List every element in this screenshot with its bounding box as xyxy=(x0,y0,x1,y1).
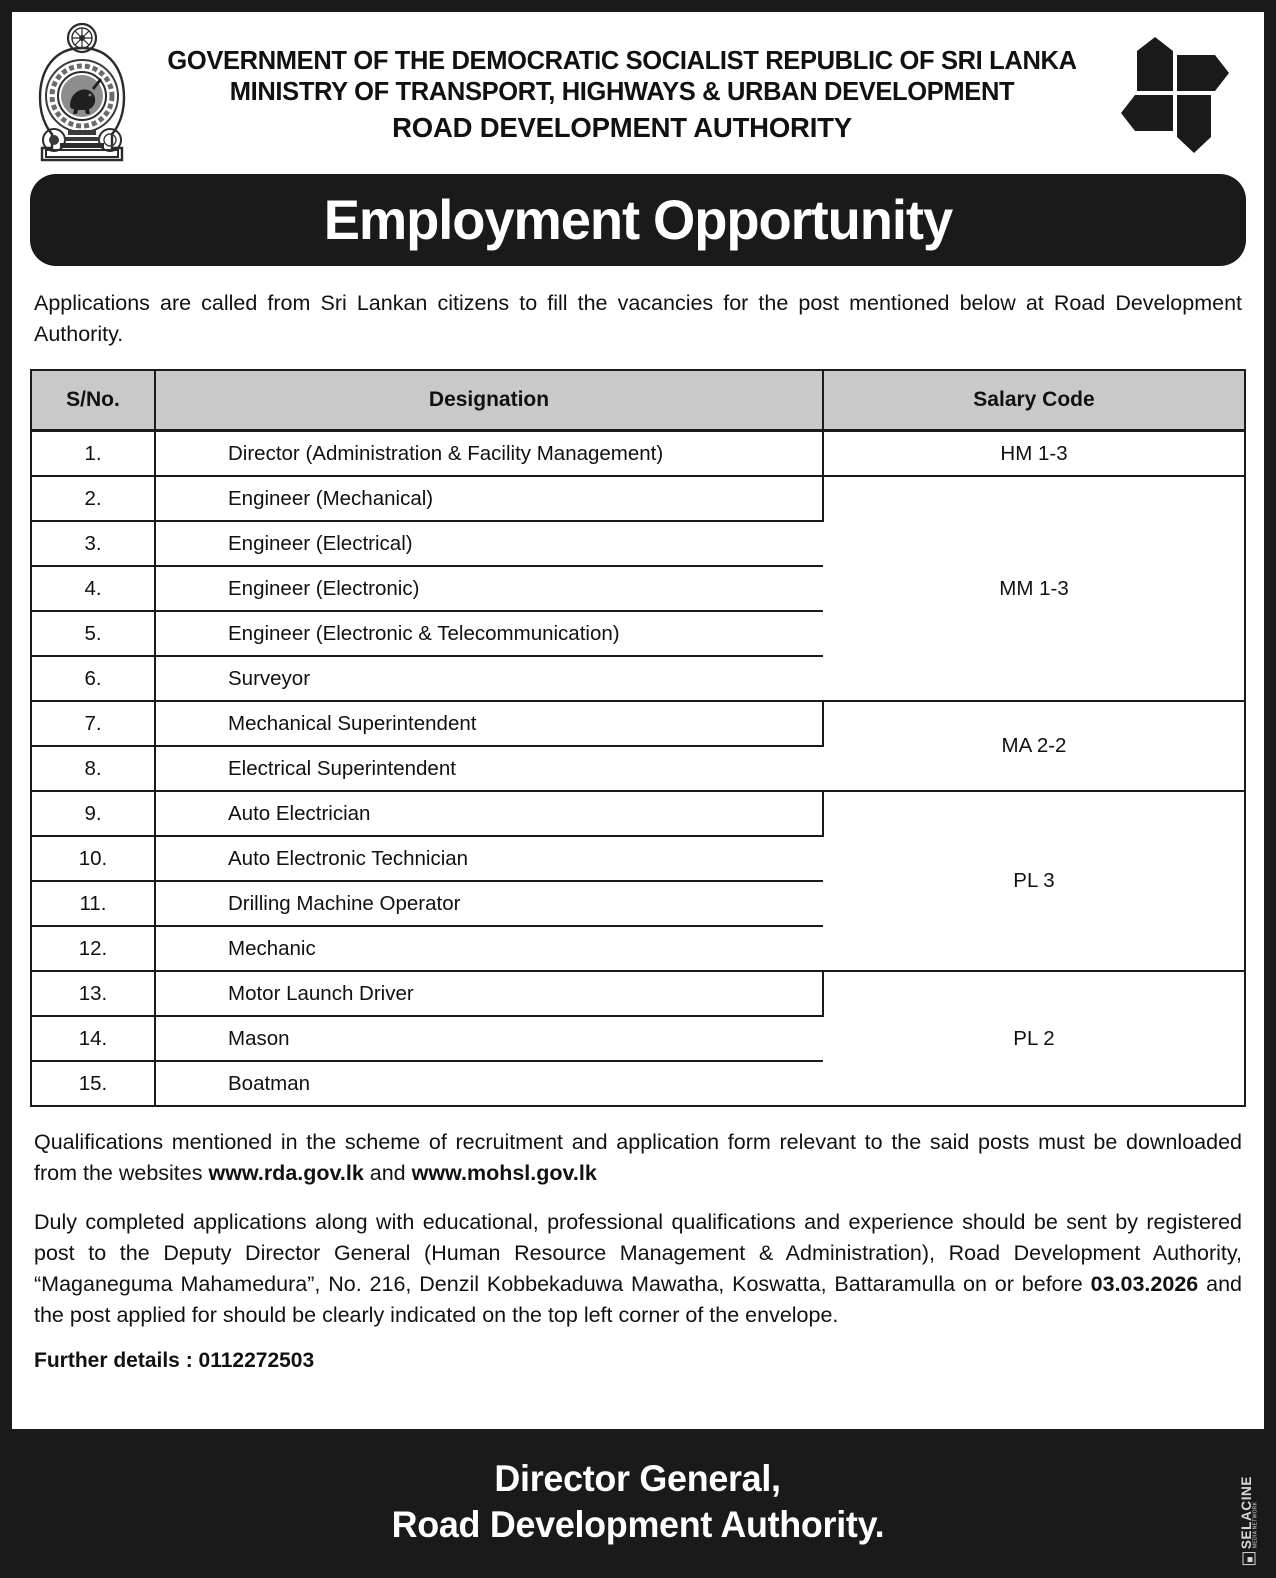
application-text-part2: and the post applied for should be clearly indicated on the top left corner of the envelope. xyxy=(34,1271,1242,1327)
cell-salary-code: MM 1-3 xyxy=(823,476,1245,701)
watermark-name: SELACINE xyxy=(1238,1475,1254,1549)
cell-designation: Director (Administration & Facility Management) xyxy=(155,431,823,477)
cell-salary-code: HM 1-3 xyxy=(823,431,1245,477)
cell-sno: 11. xyxy=(31,881,155,926)
cell-designation: Motor Launch Driver xyxy=(155,971,823,1016)
cell-designation: Engineer (Electronic & Telecommunication) xyxy=(155,611,823,656)
application-text-part1: Duly completed applications along with educational, professional qualifications and experience should be sent by registered post to the Deputy Director General (Human Resource Management & Administration), Road Development Authority, “Maganeguma Mahamedura”, No. 216, Denzil Kobbekaduwa Mawatha, Koswatta, Battaramulla on or before xyxy=(34,1209,1242,1296)
table-row xyxy=(31,971,1245,1016)
cell-designation: Mechanical Superintendent xyxy=(155,701,823,746)
table-body xyxy=(31,431,1245,1107)
footer-authority-name: Road Development Authority. xyxy=(391,1504,885,1545)
cell-designation: Engineer (Electronic) xyxy=(155,566,823,611)
qualifications-paragraph xyxy=(34,1127,1242,1189)
cell-salary-code: PL 2 xyxy=(823,971,1245,1106)
cell-sno: 10. xyxy=(31,836,155,881)
cell-designation: Engineer (Mechanical) xyxy=(155,476,823,521)
government-title: GOVERNMENT OF THE DEMOCRATIC SOCIALIST REPUBLIC OF SRI LANKA xyxy=(167,46,1077,75)
cell-sno: 2. xyxy=(31,476,155,521)
table-header xyxy=(31,370,1245,431)
advertisement-sheet xyxy=(9,9,1267,1578)
watermark-text xyxy=(1240,1476,1259,1549)
cell-sno: 9. xyxy=(31,791,155,836)
footer-director-general: Director General, xyxy=(494,1458,782,1500)
ministry-title: MINISTRY OF TRANSPORT, HIGHWAYS & URBAN DEVELOPMENT xyxy=(229,77,1015,106)
cell-sno: 13. xyxy=(31,971,155,1016)
cell-sno: 4. xyxy=(31,566,155,611)
cell-designation: Boatman xyxy=(155,1061,823,1106)
cell-designation: Surveyor xyxy=(155,656,823,701)
cell-designation: Drilling Machine Operator xyxy=(155,881,823,926)
cell-sno: 7. xyxy=(31,701,155,746)
website-mohsl: www.mohsl.gov.lk xyxy=(411,1160,597,1185)
authority-title: ROAD DEVELOPMENT AUTHORITY xyxy=(392,111,852,143)
intro-paragraph: Applications are called from Sri Lankan citizens to fill the vacancies for the post mentioned below at Road Development Authority. xyxy=(34,291,1242,346)
table-row xyxy=(31,431,1245,477)
further-details-phone: 0112272503 xyxy=(198,1348,315,1372)
selacine-watermark xyxy=(1240,1476,1259,1565)
cell-designation: Electrical Superintendent xyxy=(155,746,823,791)
employment-opportunity-banner xyxy=(30,174,1246,266)
cell-salary-code: PL 3 xyxy=(823,791,1245,971)
cell-sno: 3. xyxy=(31,521,155,566)
cell-designation: Engineer (Electrical) xyxy=(155,521,823,566)
cell-salary-code: MA 2-2 xyxy=(823,701,1245,791)
table-row xyxy=(31,701,1245,746)
cell-sno: 6. xyxy=(31,656,155,701)
further-details-label: Further details : xyxy=(34,1348,199,1372)
table-header-row xyxy=(31,370,1245,431)
cell-designation: Mason xyxy=(155,1016,823,1061)
vacancies-table xyxy=(30,369,1246,1107)
website-rda: www.rda.gov.lk xyxy=(208,1160,364,1185)
cell-sno: 1. xyxy=(31,431,155,477)
table-row xyxy=(31,476,1245,521)
column-header-sno: S/No. xyxy=(31,370,155,431)
masthead xyxy=(12,12,1264,172)
banner-title: Employment Opportunity xyxy=(323,188,953,251)
organization-titles xyxy=(134,46,1110,145)
application-deadline: 03.03.2026 xyxy=(1090,1271,1199,1296)
column-header-designation: Designation xyxy=(155,370,823,431)
qualifications-conjunction: and xyxy=(363,1160,412,1185)
cell-designation: Mechanic xyxy=(155,926,823,971)
further-details-line xyxy=(34,1349,1242,1373)
qualifications-lead-text: Qualifications mentioned in the scheme of recruitment and application form relevant to the said posts must be downloaded from the websites xyxy=(34,1130,1242,1185)
table-row xyxy=(31,791,1245,836)
selacine-logo-icon xyxy=(1242,1552,1255,1565)
cell-sno: 5. xyxy=(31,611,155,656)
rda-four-arrows-logo-icon xyxy=(1110,25,1242,165)
signature-footer xyxy=(12,1429,1264,1575)
sri-lanka-national-emblem-icon xyxy=(30,20,134,170)
cell-sno: 12. xyxy=(31,926,155,971)
advertisement-content xyxy=(12,12,1264,1575)
cell-sno: 15. xyxy=(31,1061,155,1106)
column-header-salary-code: Salary Code xyxy=(823,370,1245,431)
cell-designation: Auto Electrician xyxy=(155,791,823,836)
cell-sno: 8. xyxy=(31,746,155,791)
cell-sno: 14. xyxy=(31,1016,155,1061)
vacancies-table-wrapper xyxy=(30,369,1246,1107)
application-instructions-paragraph xyxy=(34,1207,1242,1331)
cell-designation: Auto Electronic Technician xyxy=(155,836,823,881)
watermark-subtitle: MEDIA NETWORK xyxy=(1252,1501,1258,1548)
